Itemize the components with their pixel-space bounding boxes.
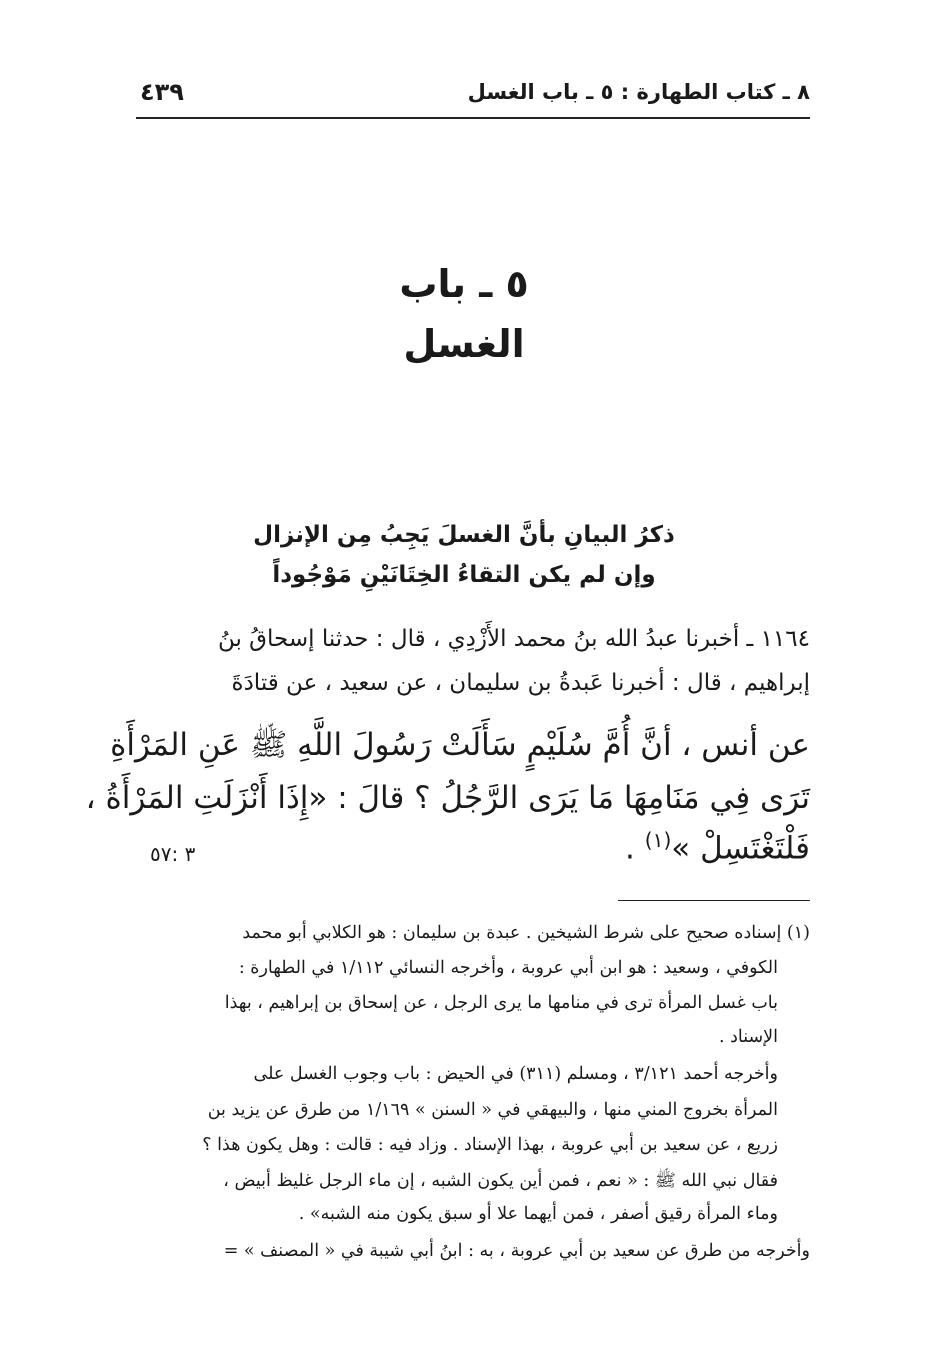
matn-line-2: تَرَى فِي مَنَامِهَا مَا يَرَى الرَّجُلُ ؟ قالَ : «إِذَا أَنْزَلَتِ المَرْأَةُ ،	[85, 780, 810, 816]
reference-code: ٣ :٥٧	[150, 842, 196, 866]
page-number: ٤٣٩	[140, 78, 184, 106]
footnote-line-3: باب غسل المرأة ترى في منامها ما يرى الرجل ، عن إسحاق بن إبراهيم ، بهذا	[224, 993, 778, 1013]
isnad-line-1: ١١٦٤ ـ أخبرنا عبدُ الله بنُ محمد الأَزْدِي ، قال : حدثنا إسحاقُ بنُ	[217, 626, 810, 652]
footnote-line-9: وماء المرأة رقيق أصفر ، فمن أيهما علا أو سبق يكون منه الشبه» .	[298, 1204, 778, 1224]
header-rule	[136, 117, 810, 119]
section-title-line-2: وإن لم يكن التقاءُ الخِتَانَيْنِ مَوْجُوداً	[272, 562, 656, 588]
running-header-title: ٨ ـ كتاب الطهارة : ٥ ـ باب الغسل	[467, 80, 810, 104]
footnote-marker[interactable]: (١)	[644, 828, 672, 852]
matn-line-3-text: فَلْتَغْتَسِلْ »	[671, 830, 810, 867]
footnote-line-5: وأخرجه أحمد ٣/١٢١ ، ومسلم (٣١١) في الحيض : باب وجوب الغسل على	[253, 1064, 778, 1084]
section-title-line-1: ذكرُ البيانِ بأنَّ الغسلَ يَجِبُ مِن الإنزال	[253, 522, 675, 548]
matn-line-1: عن أنس ، أنَّ أُمَّ سُلَيْمٍ سَأَلَتْ رَسُولَ اللَّهِ ﷺ عَنِ المَرْأَةِ	[110, 727, 810, 763]
footnote-line-4: الإسناد .	[718, 1027, 778, 1047]
matn-line-3	[136, 828, 810, 866]
chapter-number: ٥ ـ باب	[399, 262, 529, 306]
footnote-line-10: وأخرجه من طرق عن سعيد بن أبي عروبة ، به : ابنُ أبي شيبة في « المصنف » =	[223, 1241, 810, 1261]
footnote-line-2: الكوفي ، وسعيد : هو ابن أبي عروبة ، وأخرجه النسائي ١/١١٢ في الطهارة :	[238, 958, 778, 978]
footnote-line-7: زريع ، عن سعيد بن أبي عروبة ، بهذا الإسناد . وزاد فيه : قالت : وهل يكون هذا ؟	[202, 1135, 778, 1155]
matn-end: .	[625, 830, 645, 867]
footnote-line-1: (١) إسناده صحيح على شرط الشيخين . عبدة بن سليمان : هو الكلابي أبو محمد	[242, 923, 810, 943]
footnote-line-8: فقال نبي الله ﷺ : « نعم ، فمن أين يكون الشبه ، إن ماء الرجل غليظ أبيض ،	[223, 1171, 778, 1191]
footnote-line-6: المرأة بخروج المني منها ، والبيهقي في « السنن » ١/١٦٩ من طرق عن يزيد بن	[207, 1100, 778, 1120]
isnad-line-2: إبراهيم ، قال : أخبرنا عَبدةُ بن سليمان ، عن سعيد ، عن قتادَةَ	[231, 670, 810, 696]
footnote-rule	[618, 900, 810, 901]
chapter-title: الغسل	[403, 322, 525, 366]
